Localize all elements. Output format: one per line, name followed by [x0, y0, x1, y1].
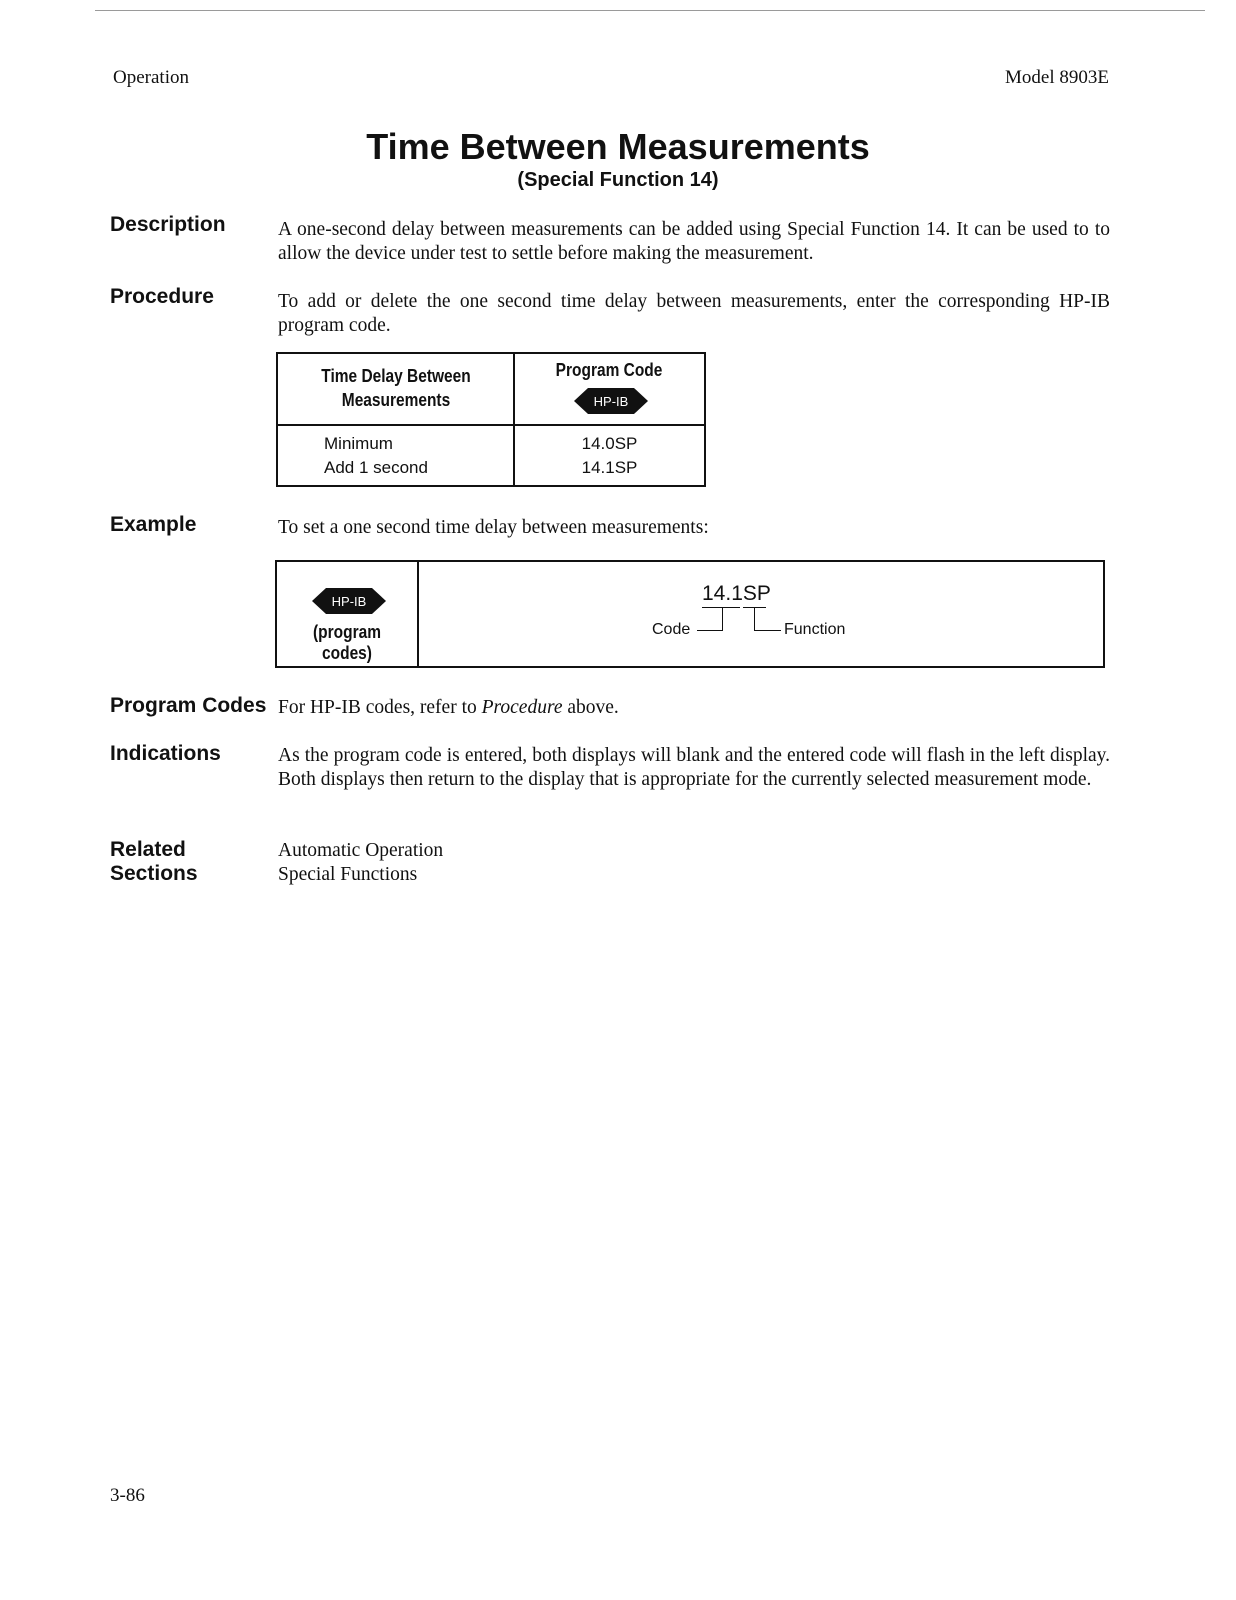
example-badge-caption: (program codes): [313, 622, 381, 663]
function-bracket-vertical: [754, 607, 755, 630]
program-codes-label: Program Codes: [110, 694, 267, 717]
procedure-label: Procedure: [110, 285, 214, 308]
example-hpib-badge-icon: [312, 587, 386, 615]
model-header: Model 8903E: [1005, 67, 1109, 88]
page-title: Time Between Measurements: [366, 126, 870, 167]
table-row-delay-0: Minimum: [324, 434, 393, 453]
table-row-code-0: 14.0SP: [581, 434, 638, 453]
table-row-code-1: 14.1SP: [581, 458, 638, 477]
code-bracket-top: [702, 607, 740, 608]
example-code: 14.1SP: [702, 582, 771, 605]
page-number: 3-86: [110, 1485, 145, 1506]
related-label-line2: Sections: [110, 862, 198, 885]
example-box: [275, 560, 1105, 668]
section-header: Operation: [113, 67, 189, 88]
table-header-divider: [278, 424, 704, 426]
procedure-text: To add or delete the one second time delay between measurements, enter the corresponding HP-IB program code.: [278, 291, 1110, 336]
top-rule: [95, 10, 1205, 11]
table-row-delay-1: Add 1 second: [324, 458, 428, 477]
function-caption: Function: [784, 621, 846, 638]
program-codes-text: For HP-IB codes, refer to Procedure above.: [278, 697, 619, 718]
description-text: A one-second delay between measurements can be added using Special Function 14. It can be used to to allow the device under test to settle before making the measurement.: [278, 219, 1110, 264]
function-bracket-bottom: [754, 630, 781, 631]
related-item: Special Functions: [278, 864, 418, 885]
indications-text: As the program code is entered, both displays will blank and the entered code will flash in the left display. Both displays then return to the display that is appropriate for the currently selected measurement mode.: [278, 745, 1110, 790]
description-label: Description: [110, 213, 226, 236]
example-text: To set a one second time delay between measurements:: [278, 517, 709, 538]
table-header-code: Program Code: [556, 360, 663, 380]
indications-label: Indications: [110, 742, 221, 765]
procedure-reference: Procedure: [481, 697, 563, 718]
example-label: Example: [110, 513, 197, 536]
related-item: Automatic Operation: [278, 840, 444, 861]
hpib-badge-icon: [574, 387, 648, 415]
page-subtitle: (Special Function 14): [517, 169, 719, 191]
code-bracket-vertical: [722, 607, 723, 630]
related-label-line1: Related: [110, 838, 186, 861]
example-badge-text: HP-IB: [331, 594, 367, 609]
table-header-delay: Time Delay Between Measurements: [320, 366, 471, 410]
example-divider: [417, 562, 419, 666]
program-code-table: [276, 352, 706, 487]
hpib-badge-text: HP-IB: [593, 394, 629, 409]
code-bracket-bottom: [697, 630, 723, 631]
code-caption: Code: [652, 621, 691, 638]
